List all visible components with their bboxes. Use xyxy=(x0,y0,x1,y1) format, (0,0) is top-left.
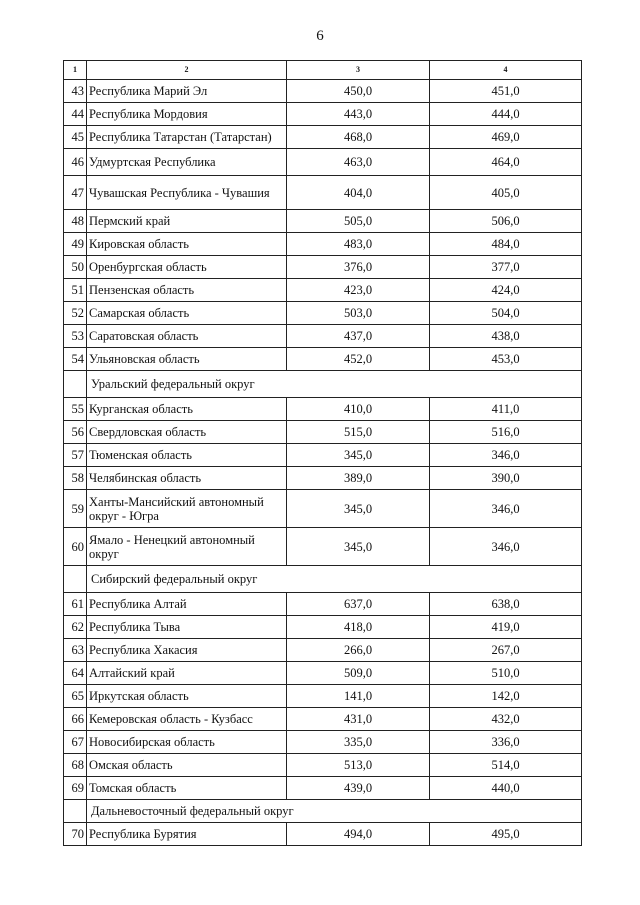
value-col4: 444,0 xyxy=(430,103,582,126)
row-number: 64 xyxy=(64,662,87,685)
table-row xyxy=(64,708,582,731)
region-name: Иркутская область xyxy=(87,685,287,708)
row-number: 47 xyxy=(64,176,87,210)
table-row xyxy=(64,103,582,126)
row-number: 63 xyxy=(64,639,87,662)
region-name: Республика Алтай xyxy=(87,593,287,616)
table-row xyxy=(64,754,582,777)
row-number: 52 xyxy=(64,302,87,325)
value-col4: 451,0 xyxy=(430,80,582,103)
row-number: 65 xyxy=(64,685,87,708)
table-row xyxy=(64,421,582,444)
row-number: 62 xyxy=(64,616,87,639)
table-row xyxy=(64,662,582,685)
region-name: Пензенская область xyxy=(87,279,287,302)
value-col4: 405,0 xyxy=(430,176,582,210)
region-name: Свердловская область xyxy=(87,421,287,444)
table-row xyxy=(64,233,582,256)
region-name: Республика Марий Эл xyxy=(87,80,287,103)
region-name: Пермский край xyxy=(87,210,287,233)
row-number: 67 xyxy=(64,731,87,754)
column-header: 2 xyxy=(87,61,287,80)
region-name: Саратовская область xyxy=(87,325,287,348)
region-name: Самарская область xyxy=(87,302,287,325)
value-col3: 505,0 xyxy=(287,210,430,233)
row-number: 66 xyxy=(64,708,87,731)
value-col3: 513,0 xyxy=(287,754,430,777)
value-col4: 510,0 xyxy=(430,662,582,685)
region-name: Республика Бурятия xyxy=(87,823,287,846)
value-col4: 267,0 xyxy=(430,639,582,662)
section-row xyxy=(64,566,582,593)
region-name: Алтайский край xyxy=(87,662,287,685)
row-number: 51 xyxy=(64,279,87,302)
value-col3: 443,0 xyxy=(287,103,430,126)
table-row xyxy=(64,823,582,846)
value-col3: 335,0 xyxy=(287,731,430,754)
table-row xyxy=(64,348,582,371)
row-number: 69 xyxy=(64,777,87,800)
value-col4: 390,0 xyxy=(430,467,582,490)
page-number: 6 xyxy=(316,28,324,44)
table-row xyxy=(64,398,582,421)
table-row xyxy=(64,279,582,302)
region-name: Удмуртская Республика xyxy=(87,149,287,176)
value-col4: 346,0 xyxy=(430,444,582,467)
section-title: Уральский федеральный округ xyxy=(87,371,582,398)
region-name: Республика Тыва xyxy=(87,616,287,639)
value-col4: 514,0 xyxy=(430,754,582,777)
value-col3: 345,0 xyxy=(287,444,430,467)
value-col4: 469,0 xyxy=(430,126,582,149)
value-col3: 404,0 xyxy=(287,176,430,210)
value-col4: 346,0 xyxy=(430,528,582,566)
value-col3: 431,0 xyxy=(287,708,430,731)
row-number: 61 xyxy=(64,593,87,616)
value-col3: 503,0 xyxy=(287,302,430,325)
value-col4: 346,0 xyxy=(430,490,582,528)
region-name: Республика Хакасия xyxy=(87,639,287,662)
value-col4: 638,0 xyxy=(430,593,582,616)
table-row xyxy=(64,325,582,348)
table-row xyxy=(64,302,582,325)
value-col4: 424,0 xyxy=(430,279,582,302)
region-name: Республика Мордовия xyxy=(87,103,287,126)
column-header: 4 xyxy=(430,61,582,80)
region-name: Ямало - Ненецкий автономный округ xyxy=(87,528,287,566)
row-number: 56 xyxy=(64,421,87,444)
value-col3: 418,0 xyxy=(287,616,430,639)
table-row xyxy=(64,593,582,616)
row-number: 49 xyxy=(64,233,87,256)
table-row xyxy=(64,731,582,754)
region-name: Ульяновская область xyxy=(87,348,287,371)
value-col3: 439,0 xyxy=(287,777,430,800)
section-row xyxy=(64,800,582,823)
row-number: 46 xyxy=(64,149,87,176)
value-col3: 494,0 xyxy=(287,823,430,846)
value-col3: 266,0 xyxy=(287,639,430,662)
value-col4: 484,0 xyxy=(430,233,582,256)
value-col3: 345,0 xyxy=(287,528,430,566)
value-col4: 336,0 xyxy=(430,731,582,754)
section-number-cell xyxy=(64,371,87,398)
value-col4: 506,0 xyxy=(430,210,582,233)
row-number: 53 xyxy=(64,325,87,348)
value-col3: 389,0 xyxy=(287,467,430,490)
region-name: Челябинская область xyxy=(87,467,287,490)
row-number: 58 xyxy=(64,467,87,490)
row-number: 70 xyxy=(64,823,87,846)
header-row xyxy=(64,61,582,80)
table-row xyxy=(64,639,582,662)
data-table xyxy=(63,60,582,846)
value-col4: 377,0 xyxy=(430,256,582,279)
table-row xyxy=(64,528,582,566)
table-row xyxy=(64,490,582,528)
section-number-cell xyxy=(64,566,87,593)
region-name: Ханты-Мансийский автономный округ - Югра xyxy=(87,490,287,528)
region-name: Омская область xyxy=(87,754,287,777)
region-name: Чувашская Республика - Чувашия xyxy=(87,176,287,210)
row-number: 50 xyxy=(64,256,87,279)
value-col3: 483,0 xyxy=(287,233,430,256)
value-col3: 345,0 xyxy=(287,490,430,528)
table-row xyxy=(64,444,582,467)
value-col4: 504,0 xyxy=(430,302,582,325)
region-name: Тюменская область xyxy=(87,444,287,467)
value-col4: 464,0 xyxy=(430,149,582,176)
table-row xyxy=(64,256,582,279)
value-col4: 495,0 xyxy=(430,823,582,846)
value-col4: 432,0 xyxy=(430,708,582,731)
row-number: 48 xyxy=(64,210,87,233)
value-col4: 440,0 xyxy=(430,777,582,800)
value-col3: 437,0 xyxy=(287,325,430,348)
row-number: 43 xyxy=(64,80,87,103)
table-row xyxy=(64,80,582,103)
column-header: 1 xyxy=(64,61,87,80)
table-row xyxy=(64,210,582,233)
section-title: Сибирский федеральный округ xyxy=(87,566,582,593)
value-col4: 453,0 xyxy=(430,348,582,371)
table-row xyxy=(64,467,582,490)
region-name: Новосибирская область xyxy=(87,731,287,754)
section-number-cell xyxy=(64,800,87,823)
row-number: 60 xyxy=(64,528,87,566)
value-col3: 463,0 xyxy=(287,149,430,176)
value-col3: 423,0 xyxy=(287,279,430,302)
table-row xyxy=(64,777,582,800)
value-col4: 142,0 xyxy=(430,685,582,708)
section-row xyxy=(64,371,582,398)
table-row xyxy=(64,616,582,639)
row-number: 45 xyxy=(64,126,87,149)
region-name: Томская область xyxy=(87,777,287,800)
row-number: 57 xyxy=(64,444,87,467)
value-col4: 419,0 xyxy=(430,616,582,639)
value-col3: 637,0 xyxy=(287,593,430,616)
value-col4: 438,0 xyxy=(430,325,582,348)
value-col3: 468,0 xyxy=(287,126,430,149)
table-row xyxy=(64,685,582,708)
table-row xyxy=(64,176,582,210)
region-name: Кировская область xyxy=(87,233,287,256)
section-title: Дальневосточный федеральный округ xyxy=(87,800,582,823)
row-number: 54 xyxy=(64,348,87,371)
row-number: 59 xyxy=(64,490,87,528)
region-name: Кемеровская область - Кузбасс xyxy=(87,708,287,731)
value-col3: 410,0 xyxy=(287,398,430,421)
column-header: 3 xyxy=(287,61,430,80)
value-col3: 452,0 xyxy=(287,348,430,371)
table-row xyxy=(64,126,582,149)
value-col3: 509,0 xyxy=(287,662,430,685)
value-col3: 141,0 xyxy=(287,685,430,708)
row-number: 55 xyxy=(64,398,87,421)
value-col3: 450,0 xyxy=(287,80,430,103)
region-name: Республика Татарстан (Татарстан) xyxy=(87,126,287,149)
region-name: Курганская область xyxy=(87,398,287,421)
row-number: 68 xyxy=(64,754,87,777)
value-col4: 516,0 xyxy=(430,421,582,444)
value-col3: 515,0 xyxy=(287,421,430,444)
table-row xyxy=(64,149,582,176)
region-name: Оренбургская область xyxy=(87,256,287,279)
value-col4: 411,0 xyxy=(430,398,582,421)
row-number: 44 xyxy=(64,103,87,126)
value-col3: 376,0 xyxy=(287,256,430,279)
